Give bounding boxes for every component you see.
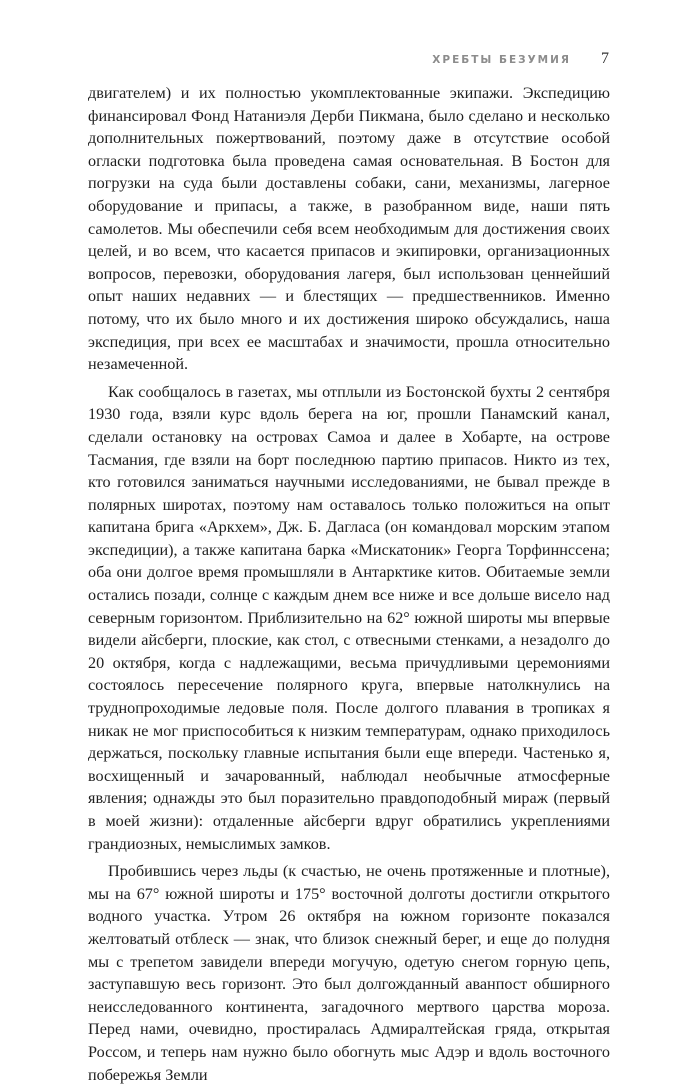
paragraph: Пробившись через льды (к счастью, не очень протяженные и плотные), мы на 67° южной широты и 175° восточной долготы достигли открытого водного участка. Утром 26 октября на южном горизонте показался желтоватый отблеск — знак, что близок снежный берег, и еще до полудня мы с трепетом завидели впереди могучую, одетую снегом горную цепь, заступавшую весь горизонт. Это был долгожданный аванпост обширного неисследованного континента, загадочного мертвого царства мороза. Перед нами, очевидно, простиралась Адмиралтейская гряда, открытая Россом, и теперь нам нужно было обогнуть мыс Адэр и вдоль восточного побережья Земли <box>88 862 610 1084</box>
body-text <box>88 82 610 1086</box>
paragraph-continued: двигателем) и их полностью укомплектованные экипажи. Экспедицию финансировал Фонд Натаниэля Дерби Пикмана, было сделано и несколько дополнительных пожертвований, поэтому даже в отсутствие особой огласки подготовка была проведена самая основательная. В Бостон для погрузки на суда были доставлены собаки, сани, механизмы, лагерное оборудование и припасы, а также, в разобранном виде, наши пять самолетов. Мы обеспечили себя всем необходимым для достижения своих целей, и во всем, что касается припасов и экипировки, организационных вопросов, перевозки, оборудования лагеря, был использован ценнейший опыт наших недавних — и блестящих — предшественников. Именно потому, что их было много и их достижения широко обсуждались, наша экспедиция, при всех ее масштабах и значимости, прошла относительно незамеченной. <box>88 84 610 374</box>
page-number: 7 <box>601 50 609 67</box>
running-head <box>432 50 609 68</box>
paragraph: Как сообщалось в газетах, мы отплыли из Бостонской бухты 2 сентября 1930 года, взяли курс вдоль берега на юг, прошли Панамский канал, сделали остановку на островах Самоа и далее в Хобарте, на острове Тасмания, где взяли на борт последнюю партию припасов. Никто из тех, кто готовился заниматься научными исследованиями, не бывал прежде в полярных широтах, поэтому нам оставалось только положиться на опыт капитана брига «Аркхем», Дж. Б. Дагласа (он командовал морским этапом экспедиции), а также капитана барка «Мискатоник» Георга Торфиннссена; оба они долгое время промышляли в Антарктике китов. Обитаемые земли остались позади, солнце с каждым днем все ниже и все дольше висело над северным горизонтом. Приблизительно на 62° южной широты мы впервые видели айсберги, плоские, как стол, с отвесными стенками, а незадолго до 20 октября, когда с надлежащими, весьма причудливыми церемониями состоялось пересечение полярного круга, впервые натолкнулись на труднопроходимые ледовые поля. После долгого плавания в тропиках я никак не мог приспособиться к низким температурам, однако приходилось держаться, поскольку главные испытания были еще впереди. Частенько я, восхищенный и зачарованный, наблюдал необычные атмосферные явления; однажды это был поразительно правдоподобный мираж (первый в моей жизни): отдаленные айсберги вдруг обратились укреплениями грандиозных, немыслимых замков. <box>88 382 610 853</box>
running-title: ХРЕБТЫ БЕЗУМИЯ <box>432 54 571 66</box>
